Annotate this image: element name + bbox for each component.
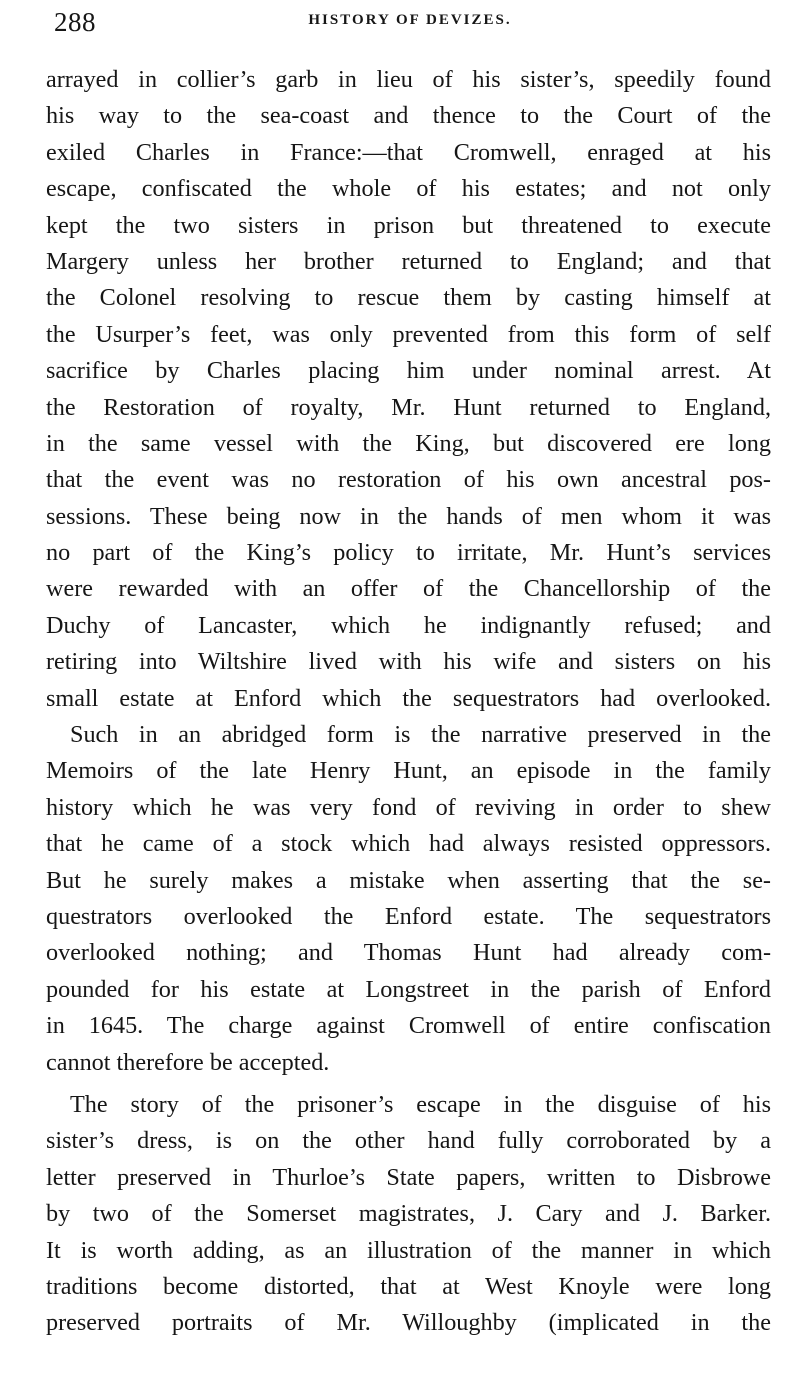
- text-line: exiled Charles in France:—that Cromwell, enraged at his: [46, 138, 771, 166]
- text-line: his way to the sea-coast and thence to the Court of the: [46, 102, 771, 130]
- text-line: in the same vessel with the King, but discovered ere long: [46, 429, 771, 457]
- paragraph-3: [46, 1087, 771, 1342]
- running-title: HISTORY OF DEVIZES.: [308, 12, 512, 28]
- text-line: It is worth adding, as an illustration of the manner in which: [46, 1236, 771, 1264]
- text-line: sacrifice by Charles placing him under nominal arrest. At: [46, 357, 771, 385]
- text-line: the Restoration of royalty, Mr. Hunt returned to England,: [46, 393, 771, 421]
- text-line: arrayed in collier’s garb in lieu of his sister’s, speedily found: [46, 66, 771, 93]
- text-line: But he surely makes a mistake when asserting that the se-: [46, 866, 771, 894]
- text-line: the Usurper’s feet, was only prevented from this form of self: [46, 320, 771, 348]
- text-line: history which he was very fond of reviving in order to shew: [46, 793, 771, 821]
- text-line: Margery unless her brother returned to England; and that: [46, 247, 771, 275]
- page-number: 288: [54, 7, 96, 37]
- paragraph-2: [46, 717, 771, 1081]
- text-line: preserved portraits of Mr. Willoughby (implicated in the: [46, 1309, 771, 1337]
- text-line: that the event was no restoration of his own ancestral pos-: [46, 466, 771, 494]
- text-line: Memoirs of the late Henry Hunt, an episode in the family: [46, 757, 771, 785]
- text-line: small estate at Enford which the sequestrators had overlooked.: [46, 684, 771, 712]
- text-line: cannot therefore be accepted.: [46, 1048, 330, 1076]
- text-line: sister’s dress, is on the other hand fully corroborated by a: [46, 1127, 771, 1155]
- text-line: escape, confiscated the whole of his estates; and not only: [46, 175, 771, 203]
- text-line: letter preserved in Thurloe’s State papers, written to Disbrowe: [46, 1163, 771, 1191]
- text-line: kept the two sisters in prison but threatened to execute: [46, 211, 771, 239]
- text-line: Such in an abridged form is the narrative preserved in the: [70, 721, 771, 749]
- text-line: retiring into Wiltshire lived with his wife and sisters on his: [46, 648, 771, 676]
- text-line: overlooked nothing; and Thomas Hunt had already com-: [46, 939, 771, 967]
- text-line: The story of the prisoner’s escape in the disguise of his: [70, 1090, 771, 1118]
- text-line: questrators overlooked the Enford estate. The sequestrators: [46, 902, 771, 930]
- text-line: in 1645. The charge against Cromwell of entire confiscation: [46, 1012, 771, 1040]
- text-line: traditions become distorted, that at West Knoyle were long: [46, 1272, 771, 1300]
- text-line: that he came of a stock which had always resisted oppressors.: [46, 830, 771, 858]
- running-head: [40, 4, 780, 44]
- text-line: no part of the King’s policy to irritate, Mr. Hunt’s services: [46, 539, 771, 567]
- text-line: were rewarded with an offer of the Chancellorship of the: [46, 575, 771, 603]
- text-line: the Colonel resolving to rescue them by casting himself at: [46, 284, 771, 312]
- text-line: sessions. These being now in the hands of men whom it was: [46, 502, 771, 530]
- text-line: pounded for his estate at Longstreet in the parish of Enford: [46, 975, 771, 1003]
- text-line: by two of the Somerset magistrates, J. Cary and J. Barker.: [46, 1200, 771, 1228]
- paragraph-1: [46, 62, 771, 717]
- text-line: Duchy of Lancaster, which he indignantly refused; and: [46, 611, 771, 639]
- body-text: [46, 62, 771, 1342]
